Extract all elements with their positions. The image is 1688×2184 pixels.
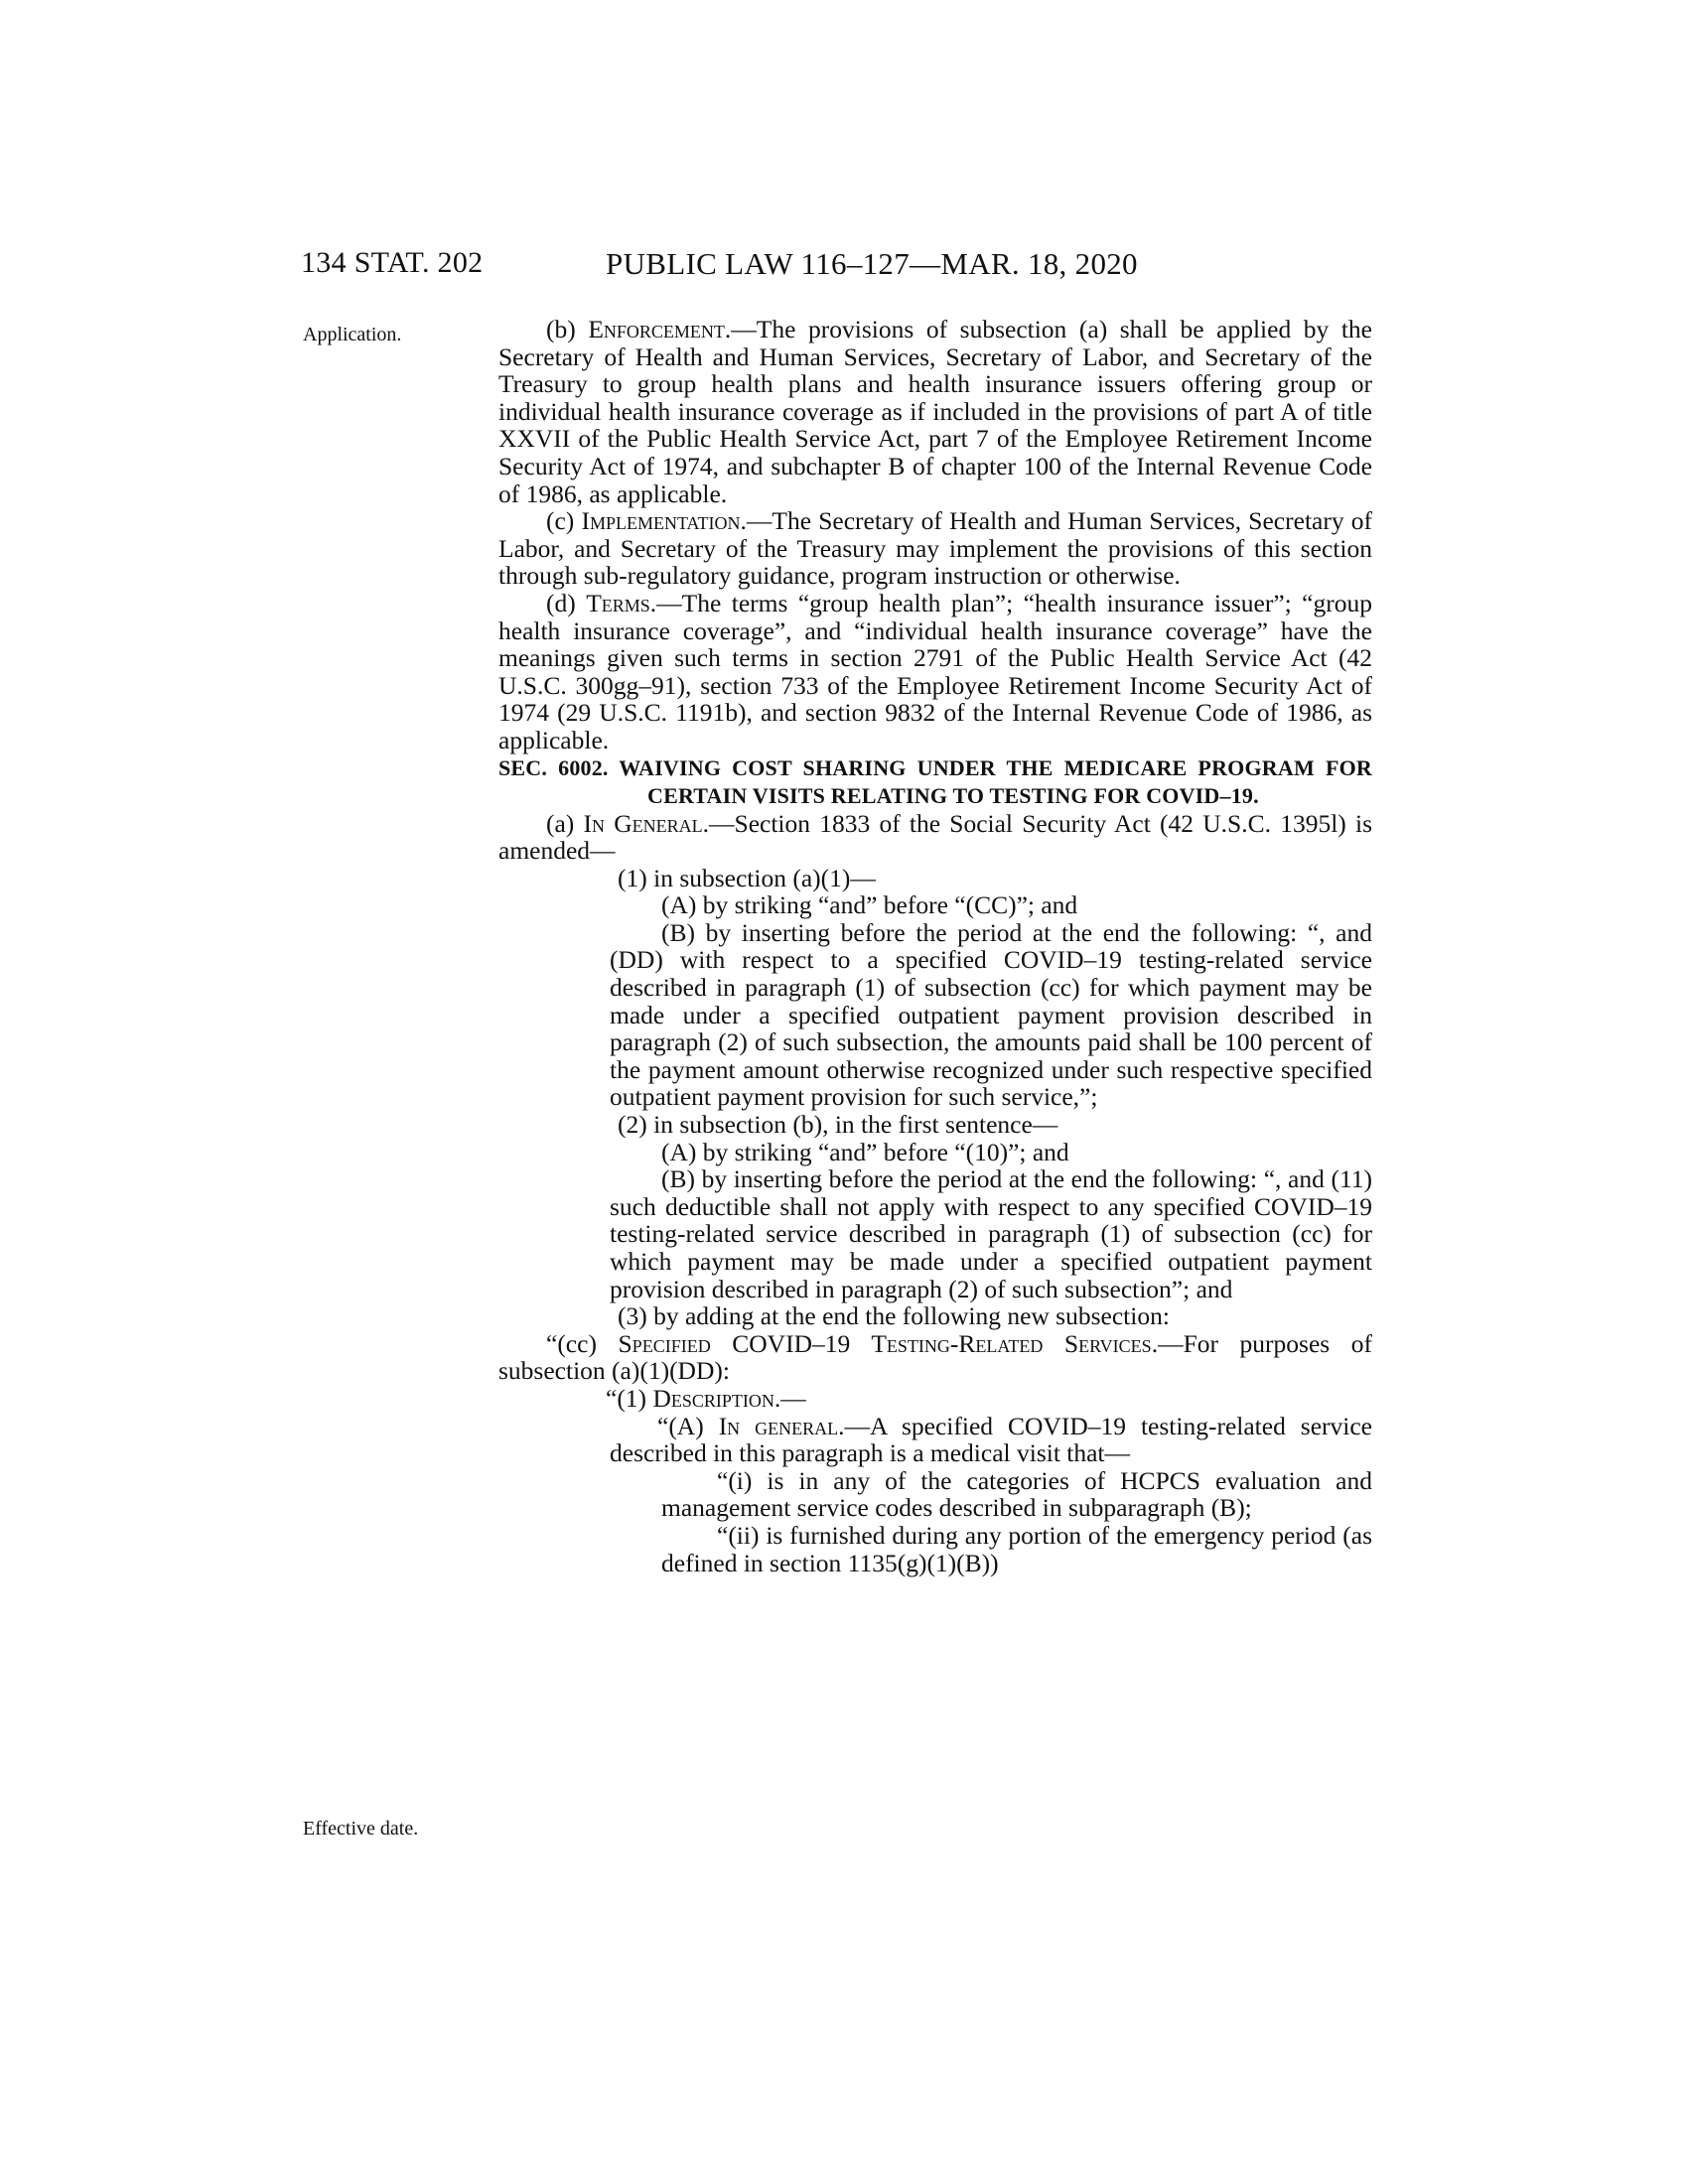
paragraph-label: (d) [546,588,587,617]
document-body [498,316,1372,1576]
subsection-cc1Ai: “(i) is in any of the categories of HCPCS evaluation and management service codes described in subparagraph (B); [661,1465,1372,1523]
paragraph-heading: Description [652,1383,774,1413]
clause-a1A: (A) by striking “and” before “(CC)”; and [661,890,1078,920]
paragraph-label: “(A) [657,1411,719,1440]
paragraph-text: .—Section 1833 of the Social Security Act (42 U.S.C. 1395l) is amended— [498,808,1372,866]
paragraph-a-in-general [498,810,1372,865]
subsection-cc1Aii: “(ii) is furnished during any portion of the emergency period (as defined in section 1135(g)(1)(B)) [661,1520,1372,1577]
paragraph-text: .—The Secretary of Health and Human Services, Secretary of Labor, and Secretary of the Treasury may implement the provisions of this section through sub-regulatory guidance, program instruction or otherwise. [498,506,1372,591]
clause-a2: (2) in subsection (b), in the first sentence— [618,1110,1058,1140]
paragraph-text: .—The terms “group health plan”; “health insurance issuer”; “group health insurance coverage”, and “individual health insurance coverage” have the meanings given such terms in section 2791 of the Public Health Service Act (42 U.S.C. 300gg–91), section 733 of the Employee Retirement Income Security Act of 1974 (29 U.S.C. 1191b), and section 9832 of the Internal Revenue Code of 1986, as applicable. [498,588,1372,754]
paragraph-label: (a) [546,808,584,838]
subsection-cc1 [498,1385,1372,1413]
subsection-cc1A [498,1413,1372,1467]
paragraph-label: (c) [546,506,582,536]
paragraph-text: .—The provisions of subsection (a) shall be applied by the Secretary of Health and Human Services, Secretary of Labor, and Secretary of the Treasury to group health plans and health insurance issuers offering group or individual health insurance coverage as if included in the provisions of part A of title XXVII of the Public Health Service Act, part 7 of the Employee Retirement Income Security Act of 1974, and subchapter B of chapter 100 of the Internal Revenue Code of 1986, as applicable. [498,315,1372,508]
subsection-cc [498,1330,1372,1385]
paragraph-heading: In General [583,808,703,838]
law-title: PUBLIC LAW 116–127—MAR. 18, 2020 [606,246,1138,281]
paragraph-text: .— [774,1383,806,1413]
paragraph-text: .—For purposes of subsection (a)(1)(DD): [498,1328,1372,1386]
paragraph-label: “(1) [606,1383,653,1413]
page-header [0,246,1688,286]
clause-a2B: (B) by inserting before the period at the end the following: “, and (11) such deductible shall not apply with respect to any specified COVID–19 testing-related service described in paragraph (1) of subsection (cc) for which payment may be made under a specified outpatient payment provision described in paragraph (2) of such subsection”; and [610,1164,1372,1303]
clause-a2A: (A) by striking “and” before “(10)”; and [661,1137,1069,1166]
paragraph-heading: Terms [586,588,650,617]
section-heading-6002: SEC. 6002. WAIVING COST SHARING UNDER THE MEDICARE PROGRAM FOR CERTAIN VISITS RELATING TO TESTING FOR COVID–19. [498,754,1372,808]
clause-a3: (3) by adding at the end the following new subsection: [618,1301,1170,1331]
stat-page-number: 134 STAT. 202 [301,246,484,279]
paragraph-label: (b) [546,315,589,343]
paragraph-label: “(cc) [546,1328,619,1358]
paragraph-d-terms [498,590,1372,754]
paragraph-heading: Specified COVID–19 Testing-Related Services [618,1328,1152,1358]
clause-a1B: (B) by inserting before the period at the end the following: “, and (DD) with respect to a specified COVID–19 testing-related service described in paragraph (1) of subsection (cc) for which payment may be made under a specified outpatient payment provision described in paragraph (2) of such subsection, the amounts paid shall be 100 percent of the payment amount otherwise recognized under such respective specified outpatient payment provision for such service,”; [610,917,1372,1112]
margin-note-application: Application. [303,324,402,345]
paragraph-heading: Implementation [581,506,741,536]
margin-note-effective-date: Effective date. [303,1818,419,1840]
paragraph-heading: Enforcement [588,315,725,343]
paragraph-b-enforcement [498,316,1372,507]
paragraph-c-implementation [498,507,1372,590]
clause-a1: (1) in subsection (a)(1)— [618,863,876,892]
paragraph-heading: In general [718,1411,839,1440]
paragraph-text: .—A specified COVID–19 testing-related service described in this paragraph is a medical visit that— [610,1411,1372,1468]
